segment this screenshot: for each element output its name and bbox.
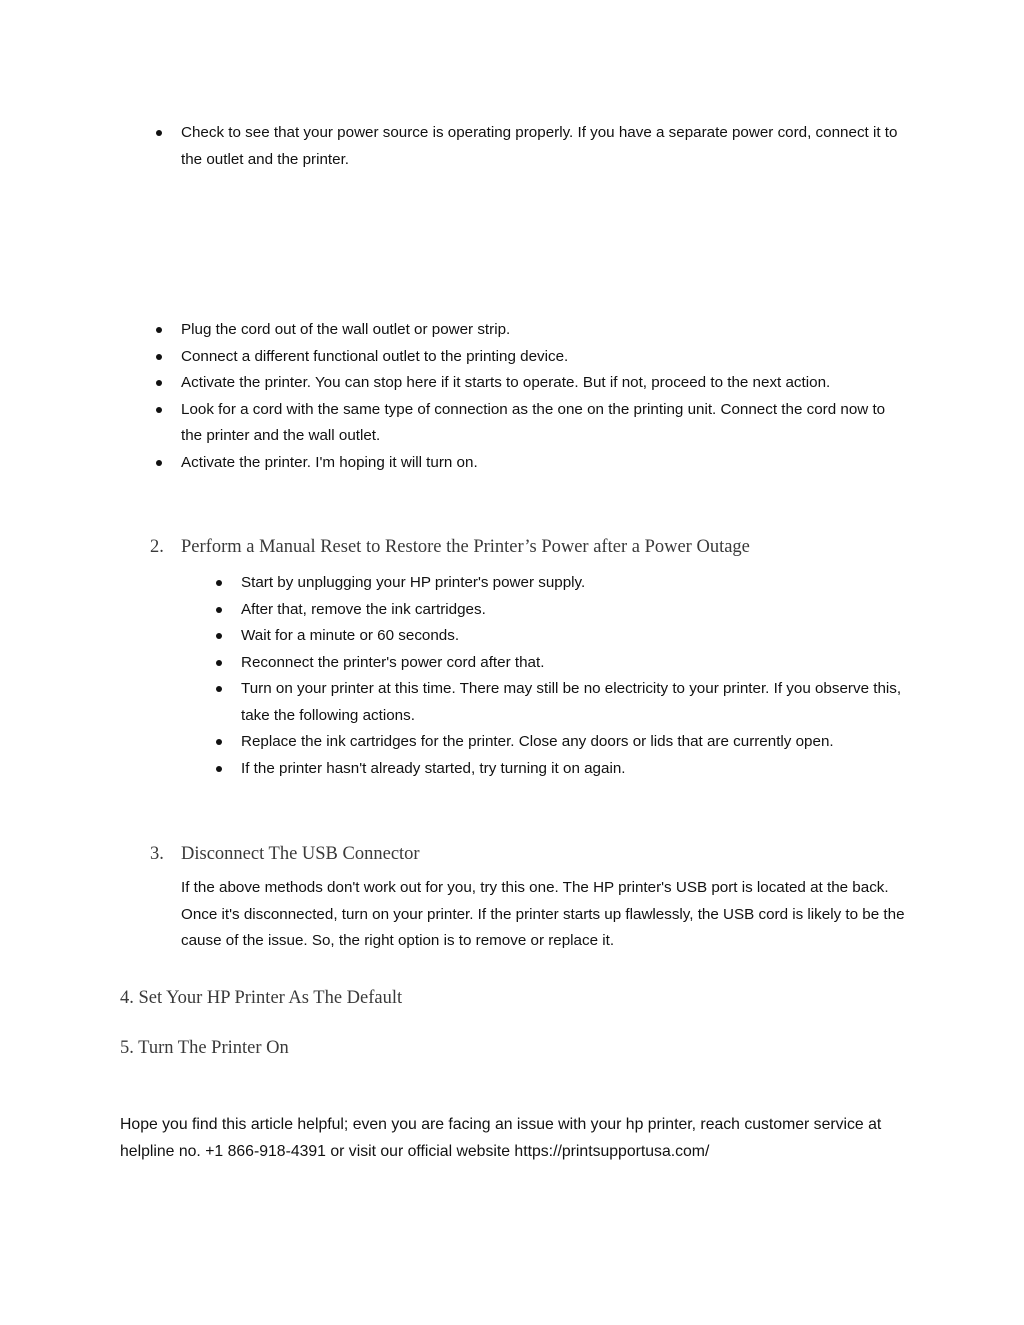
closing-paragraph: Hope you find this article helpful; even you are facing an issue with your hp printer, reach customer service at helpline no. +1 866-918-4391 or visit our official website https://printsupportusa.com/ [120,1116,882,1160]
top-bullet-list [181,120,901,173]
list-item-text: Reconnect the printer's power cord after that. [241,653,545,671]
list-item [181,370,901,397]
list-item-text: Start by unplugging your HP printer's power supply. [241,574,586,591]
list-item-text: Plug the cord out of the wall outlet or power strip. [181,321,511,338]
list-item [181,120,901,173]
manual-reset-bullet-list [241,570,906,782]
list-item-text: Replace the ink cartridges for the printer. Close any doors or lids that are currently open. [241,733,834,750]
bullet-icon [216,580,222,586]
list-item-text: Turn on your printer at this time. There may still be no electricity to your printer. If you observe this, take the following actions. [241,680,902,724]
section-3-number: 3. [150,844,164,864]
list-item-text: If the printer hasn't already started, try turning it on again. [241,759,626,777]
list-item [181,397,901,450]
bullet-icon [216,607,222,613]
bullet-icon [156,130,162,136]
section-2-number: 2. [150,537,164,557]
list-item-text: Wait for a minute or 60 seconds. [241,627,460,644]
list-item-text: After that, remove the ink cartridges. [241,600,486,618]
bullet-icon [216,660,222,666]
list-item [241,729,906,756]
list-item [181,317,901,344]
list-item [241,650,906,677]
list-item [181,450,901,477]
section-2-heading [150,537,910,558]
section-5-heading: 5. Turn The Printer On [120,1038,289,1058]
bullet-icon [156,354,162,360]
list-item-text: Activate the printer. You can stop here if it starts to operate. But if not, proceed to the next action. [181,374,831,391]
section-2-title: Perform a Manual Reset to Restore the Printer’s Power after a Power Outage [181,537,750,557]
list-item-text: Activate the printer. I'm hoping it will turn on. [181,453,478,471]
list-item-text: Look for a cord with the same type of connection as the one on the printing unit. Connect the cord now to the printer and the wall outlet. [181,400,886,444]
bullet-icon [156,407,162,413]
list-item [241,756,906,783]
list-item-text: Check to see that your power source is operating properly. If you have a separate power cord, connect it to the outlet and the printer. [181,124,898,168]
bullet-icon [216,739,222,745]
bullet-icon [156,380,162,386]
section-4-heading: 4. Set Your HP Printer As The Default [120,988,403,1008]
list-item-text: Connect a different functional outlet to the printing device. [181,347,569,365]
list-item [241,623,906,650]
bullet-icon [216,633,222,639]
list-item [241,676,906,729]
section-3-heading [150,844,910,865]
bullet-icon [216,766,222,772]
list-item [241,597,906,624]
list-item [241,570,906,597]
list-item [181,344,901,371]
bullet-icon [156,460,162,466]
power-cord-bullet-list [181,317,901,476]
bullet-icon [156,327,162,333]
bullet-icon [216,686,222,692]
section-3-title: Disconnect The USB Connector [181,844,420,864]
section-3-paragraph: If the above methods don't work out for you, try this one. The HP printer's USB port is located at the back. Once it's disconnected, turn on your printer. If the printer starts up flawlessly, the USB cord is likely to be the cause of the issue. So, the right option is to remove or replace it. [181,879,905,949]
